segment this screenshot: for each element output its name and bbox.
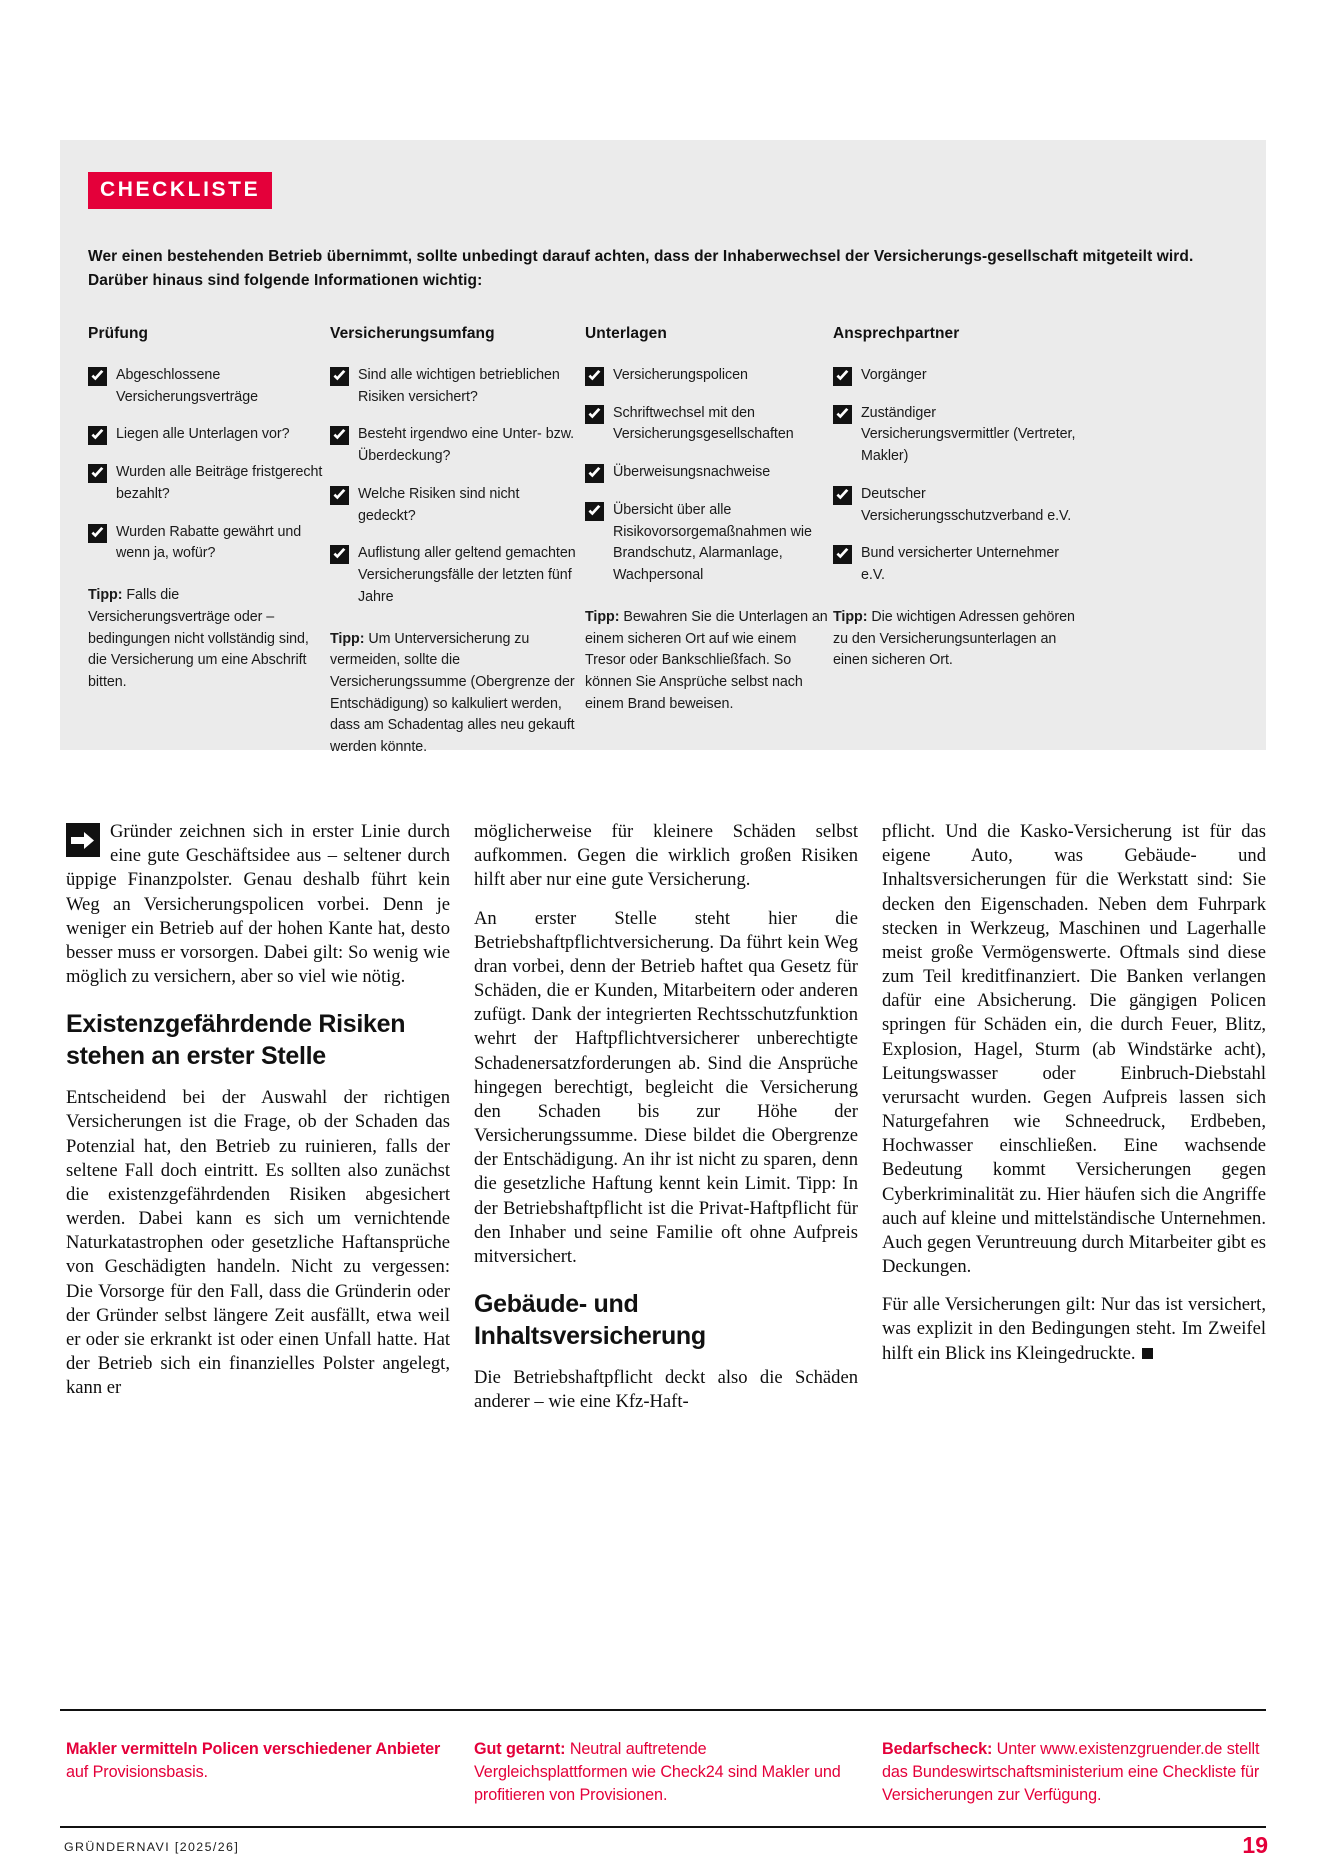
- checkbox-checked-icon[interactable]: [585, 367, 604, 386]
- check-item-label: Vorgänger: [861, 367, 927, 384]
- checkbox-checked-icon[interactable]: [833, 367, 852, 386]
- tip-label: Tipp:: [833, 608, 868, 625]
- section-heading: Gebäude- und Inhaltsversicherung: [474, 1290, 706, 1350]
- check-item[interactable]: [88, 424, 325, 446]
- check-item-label: Deutscher Versicherungsschutzverband e.V.: [861, 485, 1072, 524]
- checklist-column-unterlagen: [585, 325, 828, 773]
- check-item-label: Übersicht über alle Risikovorsorgemaßnahmen wie Brandschutz, Alarmanlage, Wachpersonal: [613, 501, 812, 584]
- check-item[interactable]: [88, 365, 325, 408]
- check-item[interactable]: [833, 484, 1083, 527]
- checkbox-checked-icon[interactable]: [833, 405, 852, 424]
- paragraph: Entscheidend bei der Auswahl der richtigen Versicherungen ist die Frage, ob der Schaden das Potenzial hat, den Betrieb zu ruinieren, falls der seltene Fall doch eintritt. Es sollten also zunächst die existenzgefährdenden Risiken abgesichert werden. Dabei kann es sich um vernichtende Naturkatastrophen oder gesetzliche Haftansprüche von Geschädigten handeln. Nicht zu vergessen: Die Vorsorge für den Fall, dass die Gründerin oder der Gründer selbst längere Zeit ausfällt, etwa weil er oder sie erkrankt ist oder einen Unfall hatte. Hat der Betrieb sich ein finanzielles Polster angelegt, kann er: [66, 1087, 450, 1399]
- tip-text: Falls die Versicherungsverträge oder –bedingungen nicht vollständig sind, die Versicherung um eine Abschrift bitten.: [88, 587, 309, 690]
- column-title: Versicherungsumfang: [330, 325, 495, 343]
- footnotes: [66, 1738, 1266, 1807]
- checkbox-checked-icon[interactable]: [88, 367, 107, 386]
- check-item-label: Wurden Rabatte gewährt und wenn ja, wofür?: [116, 523, 302, 562]
- footnote-text: auf Provisionsbasis.: [66, 1763, 208, 1781]
- check-item[interactable]: [833, 365, 1083, 387]
- column-title: Prüfung: [88, 325, 149, 343]
- checklist-column-versicherungsumfang: [330, 325, 580, 773]
- section-heading: Existenzgefährdende Risiken stehen an erster Stelle: [66, 1010, 406, 1070]
- checklist-columns: [88, 325, 1242, 773]
- colophon: GRÜNDERNAVI [2025/26]: [64, 1840, 240, 1854]
- checkbox-checked-icon[interactable]: [585, 464, 604, 483]
- tip-text: Um Unterversicherung zu vermeiden, sollte die Versicherungssumme (Obergrenze der Entschädigung) so kalkuliert werden, dass am Schadentag alles neu gekauft werden könnte.: [330, 630, 575, 756]
- checkbox-checked-icon[interactable]: [585, 405, 604, 424]
- checkbox-checked-icon[interactable]: [833, 545, 852, 564]
- check-item[interactable]: [88, 462, 325, 505]
- check-item[interactable]: [330, 365, 580, 408]
- check-item-label: Wurden alle Beiträge fristgerecht bezahlt?: [116, 464, 323, 502]
- column-tip: [833, 607, 1083, 672]
- checkbox-checked-icon[interactable]: [330, 426, 349, 445]
- check-item-label: Bund versicherter Unternehmer e.V.: [861, 545, 1060, 584]
- footnote: [474, 1738, 858, 1807]
- footer-rule-bottom: [60, 1826, 1266, 1828]
- checklist-column-pruefung: [88, 325, 325, 773]
- checkbox-checked-icon[interactable]: [833, 486, 852, 505]
- footnote-lead: Gut getarnt:: [474, 1740, 566, 1758]
- column-tip: [330, 629, 580, 759]
- check-item-label: Auflistung aller geltend gemachten Versicherungsfälle der letzten fünf Jahre: [358, 545, 576, 605]
- checkbox-checked-icon[interactable]: [330, 367, 349, 386]
- check-item[interactable]: [330, 543, 580, 608]
- check-item-label: Welche Risiken sind nicht gedeckt?: [358, 485, 520, 524]
- checkbox-checked-icon[interactable]: [585, 502, 604, 521]
- checkbox-checked-icon[interactable]: [88, 464, 107, 483]
- checklist-panel: [60, 140, 1266, 756]
- checkbox-checked-icon[interactable]: [330, 545, 349, 564]
- paragraph: [66, 820, 450, 989]
- check-item[interactable]: [833, 403, 1083, 468]
- column-tip: [88, 585, 325, 694]
- paragraph-text: Für alle Versicherungen gilt: Nur das ist versichert, was explizit in den Bedingungen steht. Im Zweifel hilft ein Blick ins Kleingedruckte.: [882, 1294, 1266, 1364]
- paragraph: Die Betriebshaftpflicht deckt also die Schäden anderer – wie eine Kfz-Haft-: [474, 1367, 858, 1413]
- article-body: [66, 820, 1266, 1428]
- check-item-label: Versicherungspolicen: [613, 367, 748, 384]
- check-item[interactable]: [585, 365, 828, 387]
- checklist-column-ansprechpartner: [833, 325, 1083, 773]
- check-item-label: Abgeschlossene Versicherungsverträge: [116, 367, 258, 405]
- paragraph-text: Gründer zeichnen sich in erster Linie durch eine gute Geschäftsidee aus – seltener durch üppige Finanzpolster. Genau deshalb führt kein Weg an Versicherungspolicen vorbei. Denn je weniger ein Betrieb auf der hohen Kante hat, desto besser muss er vorsorgen. Dabei gilt: So wenig wie möglich zu versichern, aber so viel wie nötig.: [66, 821, 450, 988]
- check-item-label: Zuständiger Versicherungsvermittler (Vertreter, Makler): [861, 404, 1076, 465]
- check-item[interactable]: [585, 500, 828, 587]
- footnote-text: Unter www.existenzgruender.de stellt das Bundeswirtschaftsministerium eine Checkliste für Versicherungen zur Verfügung.: [882, 1740, 1260, 1804]
- check-item[interactable]: [330, 484, 580, 527]
- column-title: Ansprechpartner: [833, 325, 960, 343]
- check-item[interactable]: [585, 462, 828, 484]
- check-item-label: Sind alle wichtigen betrieblichen Risiken versichert?: [358, 367, 560, 405]
- checkbox-checked-icon[interactable]: [88, 426, 107, 445]
- check-item-label: Besteht irgendwo eine Unter- bzw. Überdeckung?: [358, 426, 575, 465]
- tip-label: Tipp:: [585, 608, 620, 625]
- checkbox-checked-icon[interactable]: [88, 524, 107, 543]
- tip-text: Die wichtigen Adressen gehören zu den Versicherungsunterlagen an einen sicheren Ort.: [833, 608, 1075, 669]
- paragraph: pflicht. Und die Kasko-Versicherung ist für das eigene Auto, was Gebäude- und Inhaltsversicherungen für die Werkstatt sind: Sie decken den Eigenschaden. Neben dem Fuhrpark stecken in Werkzeug, Maschinen und Lagerhalle meist große Vermögenswerte. Oftmals sind diese zum Teil kreditfinanziert. Die Banken verlangen dafür eine Absicherung. Die gängigen Policen springen für Schäden ein, die durch Feuer, Blitz, Explosion, Hagel, Sturm (ab Windstärke acht), Leitungswasser oder Einbruch-Diebstahl verursacht wurden. Gegen Aufpreis lassen sich Naturgefahren wie Schneedruck, Erdbeben, Hochwasser einschließen. Eine wachsende Bedeutung kommt Versicherungen gegen Cyberkriminalität zu. Hier häufen sich die Angriffe auch auf kleine und mittelständische Unternehmen. Auch gegen Veruntreuung durch Mitarbeiter gibt es Deckungen.: [882, 821, 1266, 1278]
- check-item-label: Liegen alle Unterlagen vor?: [116, 426, 290, 443]
- check-item[interactable]: [833, 543, 1083, 586]
- column-tip: [585, 607, 828, 716]
- article-column-1: [66, 820, 450, 1428]
- footnote-lead: Bedarfscheck:: [882, 1740, 993, 1758]
- check-item[interactable]: [88, 522, 325, 565]
- footnote: [882, 1738, 1266, 1807]
- footnote: [66, 1738, 450, 1807]
- tip-label: Tipp:: [88, 587, 123, 604]
- checkbox-checked-icon[interactable]: [330, 486, 349, 505]
- article-column-2: [474, 820, 858, 1428]
- paragraph: [882, 1293, 1266, 1366]
- checklist-intro: Wer einen bestehenden Betrieb übernimmt, sollte unbedingt darauf achten, dass der Inhaberwechsel der Versicherungs-gesellschaft mitgeteilt wird. Darüber hinaus sind folgende Informationen wichtig:: [88, 248, 1194, 290]
- check-item[interactable]: [585, 403, 828, 446]
- tip-label: Tipp:: [330, 630, 365, 647]
- footnote-text: Neutral auftretende Vergleichsplattformen wie Check24 sind Makler und profitieren von Provisionen.: [474, 1740, 841, 1804]
- end-of-article-marker: [1142, 1348, 1153, 1359]
- tip-text: Bewahren Sie die Unterlagen an einem sicheren Ort auf wie einem Tresor oder Bankschließfach. So können Sie Ansprüche selbst nach einem Brand beweisen.: [585, 608, 828, 712]
- footnote-lead: Makler vermitteln Policen verschiedener Anbieter: [66, 1740, 441, 1758]
- check-item-label: Schriftwechsel mit den Versicherungsgesellschaften: [613, 404, 794, 443]
- paragraph: An erster Stelle steht hier die Betriebshaftpflichtversicherung. Da führt kein Weg dran vorbei, denn der Betrieb haftet qua Gesetz für Schäden, die er Kunden, Mitarbeitern oder anderen zufügt. Dank der integrierten Rechtsschutzfunktion wehrt der Haftpflichtversicherer unberechtigte Schadenersatzforderungen ab. Sind die Ansprüche hingegen berechtigt, begleicht die Versicherung den Schaden bis zur Höhe der Versicherungssumme. Diese bildet die Obergrenze der Entschädigung. An ihr ist nicht zu sparen, denn die gesetzliche Haftung kennt kein Limit. Tipp: In der Betriebshaftpflicht ist die Privat-Haftpflicht für den Inhaber und seine Familie oft ohne Aufpreis mitversichert.: [474, 907, 858, 1267]
- checkliste-badge: CHECKLISTE: [88, 172, 272, 209]
- arrow-right-icon: [66, 823, 100, 857]
- article-column-3: [882, 820, 1266, 1428]
- check-item-label: Überweisungsnachweise: [613, 464, 771, 481]
- paragraph: möglicherweise für kleinere Schäden selbst aufkommen. Gegen die wirklich großen Risiken hilft aber nur eine gute Versicherung.: [474, 821, 858, 891]
- column-title: Unterlagen: [585, 325, 667, 343]
- check-item[interactable]: [330, 424, 580, 467]
- page-number: 19: [1242, 1832, 1268, 1858]
- footer-rule-top: [60, 1709, 1266, 1711]
